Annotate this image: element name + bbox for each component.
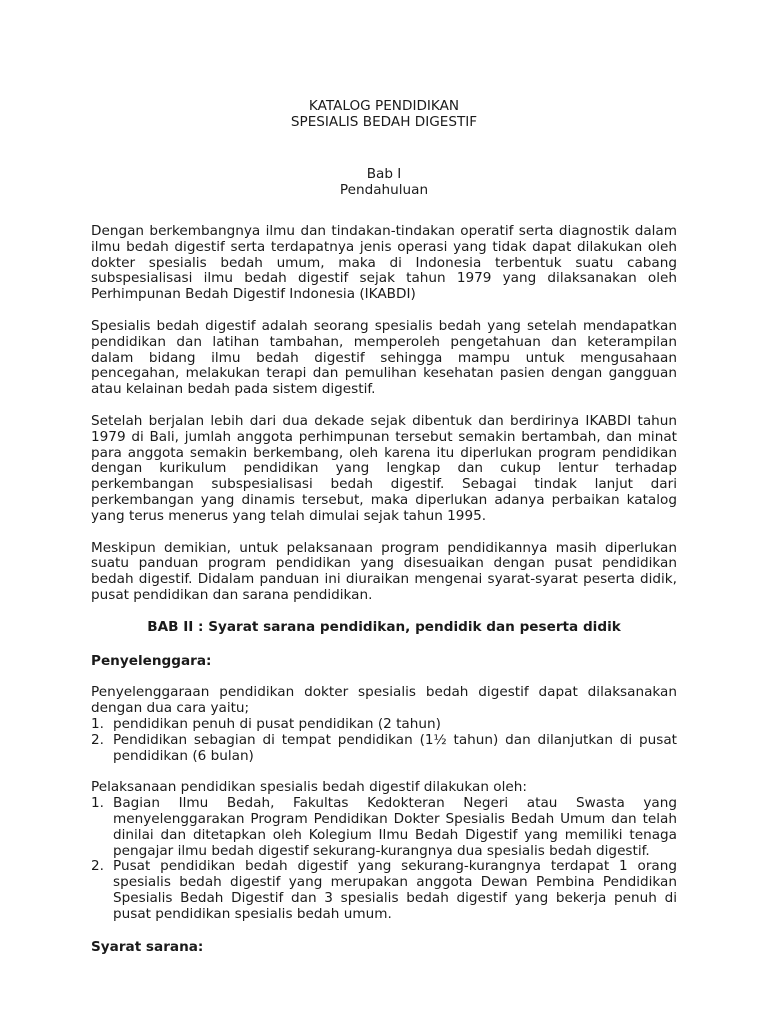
chapter-1-name: Pendahuluan bbox=[339, 182, 429, 198]
executor-intro: Pelaksanaan pendidikan spesialis bedah digestif dilakukan oleh: bbox=[91, 779, 527, 796]
syarat-sarana-heading: Syarat sarana: bbox=[91, 939, 204, 956]
penyelenggara-intro: Penyelenggaraan pendidikan dokter spesialis bedah digestif dapat dilaksanakan dengan dua cara yaitu; bbox=[91, 684, 677, 717]
intro-paragraph-3: Setelah berjalan lebih dari dua dekade sejak dibentuk dan berdirinya IKABDI tahun 1979 di Bali, jumlah anggota perhimpunan tersebut semakin bertambah, dan minat para anggota semakin berkembang, oleh karena itu diperlukan program pendidikan dengan kurikulum pendidikan yang lengkap dan cukup lentur terhadap perkembangan subspesialisasi bedah digestif. Sebagai tindak lanjut dari perkembangan yang dinamis tersebut, maka diperlukan adanya perbaikan katalog yang terus menerus yang telah dimulai sejak tahun 1995. bbox=[91, 412, 677, 524]
intro-paragraph-4: Meskipun demikian, untuk pelaksanaan program pendidikannya masih diperlukan suatu panduan program pendidikan yang disesuaikan dengan pusat pendidikan bedah digestif. Didalam panduan ini diuraikan mengenai syarat-syarat peserta didik, pusat pendidikan dan sarana pendidikan. bbox=[91, 539, 677, 603]
list-item-text: Pendidikan sebagian di tempat pendidikan (1½ tahun) dan dilanjutkan di pusat pendidikan (6 bulan) bbox=[113, 731, 677, 764]
list-item bbox=[91, 733, 677, 765]
intro-paragraph-2: Spesialis bedah digestif adalah seorang spesialis bedah yang setelah mendapatkan pendidikan dan latihan tambahan, memperoleh pengetahuan dan keterampilan dalam bidang ilmu bedah digestif sehingga mampu untuk mengusahaan pencegahan, melakukan terapi dan pemulihan kesehatan pasien dengan gangguan atau kelainan bedah pada sistem digestif. bbox=[91, 317, 677, 398]
document-title bbox=[91, 98, 677, 130]
list-number: 1. bbox=[91, 795, 104, 812]
intro-paragraph-1: Dengan berkembangnya ilmu dan tindakan-tindakan operatif serta diagnostik dalam ilmu bedah digestif serta terdapatnya jenis operasi yang tidak dapat dilakukan oleh dokter spesialis bedah umum, maka di Indonesia terbentuk suatu cabang subspesialisasi ilmu bedah digestif sejak tahun 1979 yang dilaksanakan oleh Perhimpunan Bedah Digestif Indonesia (IKABDI) bbox=[91, 223, 677, 303]
list-item bbox=[91, 859, 677, 922]
chapter-1-label: Bab I bbox=[366, 166, 402, 182]
list-item-text: Bagian Ilmu Bedah, Fakultas Kedokteran Negeri atau Swasta yang menyelenggarakan Program Pendidikan Dokter Spesialis Bedah Umum dan telah dinilai dan ditetapkan oleh Kolegium Ilmu Bedah Digestif yang memiliki tenaga pengajar ilmu bedah digestif sekurang-kurangnya dua spesialis bedah digestif. bbox=[113, 795, 677, 859]
list-item bbox=[91, 717, 677, 733]
penyelenggara-heading: Penyelenggara: bbox=[91, 652, 212, 669]
methods-list bbox=[91, 717, 677, 764]
chapter-2-heading: BAB II : Syarat sarana pendidikan, pendidik dan peserta didik bbox=[147, 618, 621, 635]
list-item-text: pendidikan penuh di pusat pendidikan (2 tahun) bbox=[113, 715, 441, 732]
list-item-text: Pusat pendidikan bedah digestif yang sekurang-kurangnya terdapat 1 orang spesialis bedah digestif yang merupakan anggota Dewan Pembina Pendidikan Spesialis Bedah Digestif dan 3 spesialis bedah digestif yang bekerja penuh di pusat pendidikan spesialis bedah umum. bbox=[113, 858, 677, 922]
list-number: 2. bbox=[91, 731, 104, 748]
title-line-1: KATALOG PENDIDIKAN bbox=[308, 98, 460, 114]
list-number: 1. bbox=[91, 715, 104, 732]
executors-list bbox=[91, 796, 677, 922]
title-line-2: SPESIALIS BEDAH DIGESTIF bbox=[290, 114, 478, 130]
list-number: 2. bbox=[91, 858, 104, 875]
chapter-1-heading bbox=[91, 166, 677, 198]
list-item bbox=[91, 796, 677, 859]
